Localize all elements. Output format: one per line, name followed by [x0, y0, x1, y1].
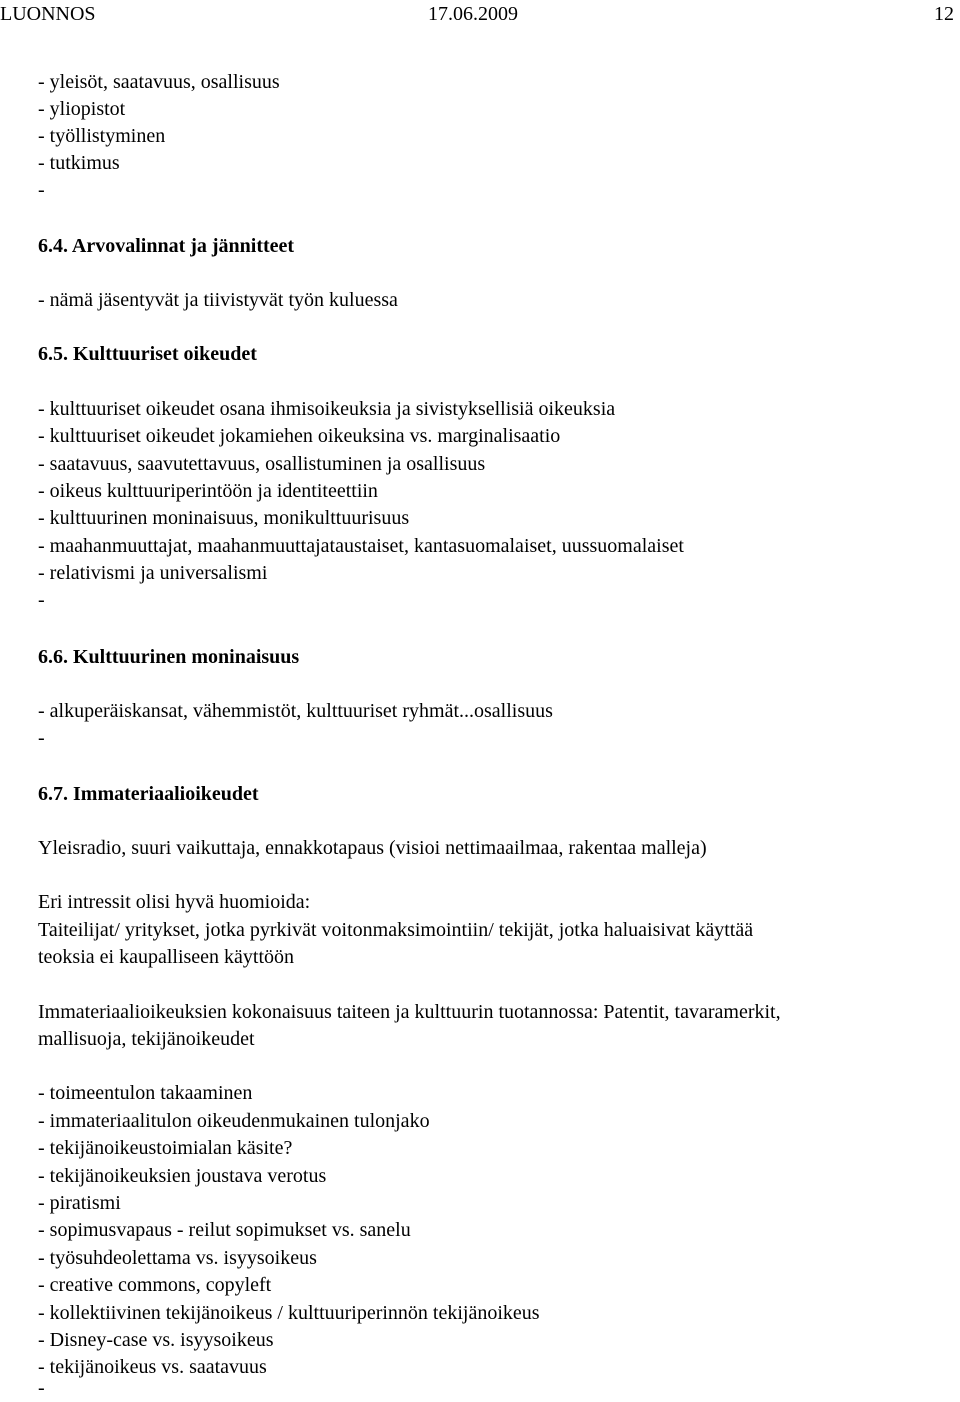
list-item: -: [38, 727, 45, 749]
paragraph: teoksia ei kaupalliseen käyttöön: [38, 946, 295, 968]
list-item: -: [38, 1377, 45, 1399]
section-heading: 6.4. Arvovalinnat ja jännitteet: [38, 235, 295, 257]
paragraph: Immateriaalioikeuksien kokonaisuus taiteen ja kulttuurin tuotannossa: Patentit, tavaramerkit,: [38, 1001, 781, 1023]
list-item: - yliopistot: [38, 98, 126, 120]
draft-label: LUONNOS: [0, 3, 96, 25]
paragraph: Eri intressit olisi hyvä huomioida:: [38, 891, 311, 913]
list-item: - työllistyminen: [38, 125, 166, 147]
section-heading: 6.6. Kulttuurinen moninaisuus: [38, 646, 300, 668]
list-item: - kollektiivinen tekijänoikeus / kulttuuriperinnön tekijänoikeus: [38, 1302, 540, 1324]
list-item: - kulttuuriset oikeudet jokamiehen oikeuksina vs. marginalisaatio: [38, 425, 561, 447]
list-item: - oikeus kulttuuriperintöön ja identiteettiin: [38, 480, 378, 502]
list-item: - toimeentulon takaaminen: [38, 1082, 253, 1104]
paragraph: Yleisradio, suuri vaikuttaja, ennakkotapaus (visioi nettimaailmaa, rakentaa malleja): [38, 837, 707, 859]
section-heading: 6.5. Kulttuuriset oikeudet: [38, 343, 257, 365]
list-item: - creative commons, copyleft: [38, 1274, 272, 1296]
list-item: - tutkimus: [38, 152, 120, 174]
document-date: 17.06.2009: [428, 3, 518, 25]
list-item: - yleisöt, saatavuus, osallisuus: [38, 71, 280, 93]
list-item: - alkuperäiskansat, vähemmistöt, kulttuuriset ryhmät...osallisuus: [38, 700, 553, 722]
list-item: - kulttuuriset oikeudet osana ihmisoikeuksia ja sivistyksellisiä oikeuksia: [38, 398, 616, 420]
page-number: 12: [934, 3, 954, 25]
list-item: - saatavuus, saavutettavuus, osallistuminen ja osallisuus: [38, 453, 486, 475]
list-item: - immateriaalitulon oikeudenmukainen tulonjako: [38, 1110, 430, 1132]
list-item: - tekijänoikeus vs. saatavuus: [38, 1356, 267, 1378]
list-item: - relativismi ja universalismi: [38, 562, 268, 584]
list-item: - tekijänoikeuksien joustava verotus: [38, 1165, 327, 1187]
list-item: - Disney-case vs. isyysoikeus: [38, 1329, 274, 1351]
list-item: -: [38, 179, 45, 201]
list-item: - kulttuurinen moninaisuus, monikulttuurisuus: [38, 507, 410, 529]
paragraph: mallisuoja, tekijänoikeudet: [38, 1028, 255, 1050]
list-item: - työsuhdeolettama vs. isyysoikeus: [38, 1247, 317, 1269]
paragraph: Taiteilijat/ yritykset, jotka pyrkivät voitonmaksimointiin/ tekijät, jotka haluaisivat käyttää: [38, 919, 754, 941]
list-item: - nämä jäsentyvät ja tiivistyvät työn kuluessa: [38, 289, 398, 311]
list-item: -: [38, 589, 45, 611]
list-item: - sopimusvapaus - reilut sopimukset vs. sanelu: [38, 1219, 411, 1241]
list-item: - tekijänoikeustoimialan käsite?: [38, 1137, 293, 1159]
section-heading: 6.7. Immateriaalioikeudet: [38, 783, 259, 805]
list-item: - piratismi: [38, 1192, 121, 1214]
list-item: - maahanmuuttajat, maahanmuuttajataustaiset, kantasuomalaiset, uussuomalaiset: [38, 535, 684, 557]
